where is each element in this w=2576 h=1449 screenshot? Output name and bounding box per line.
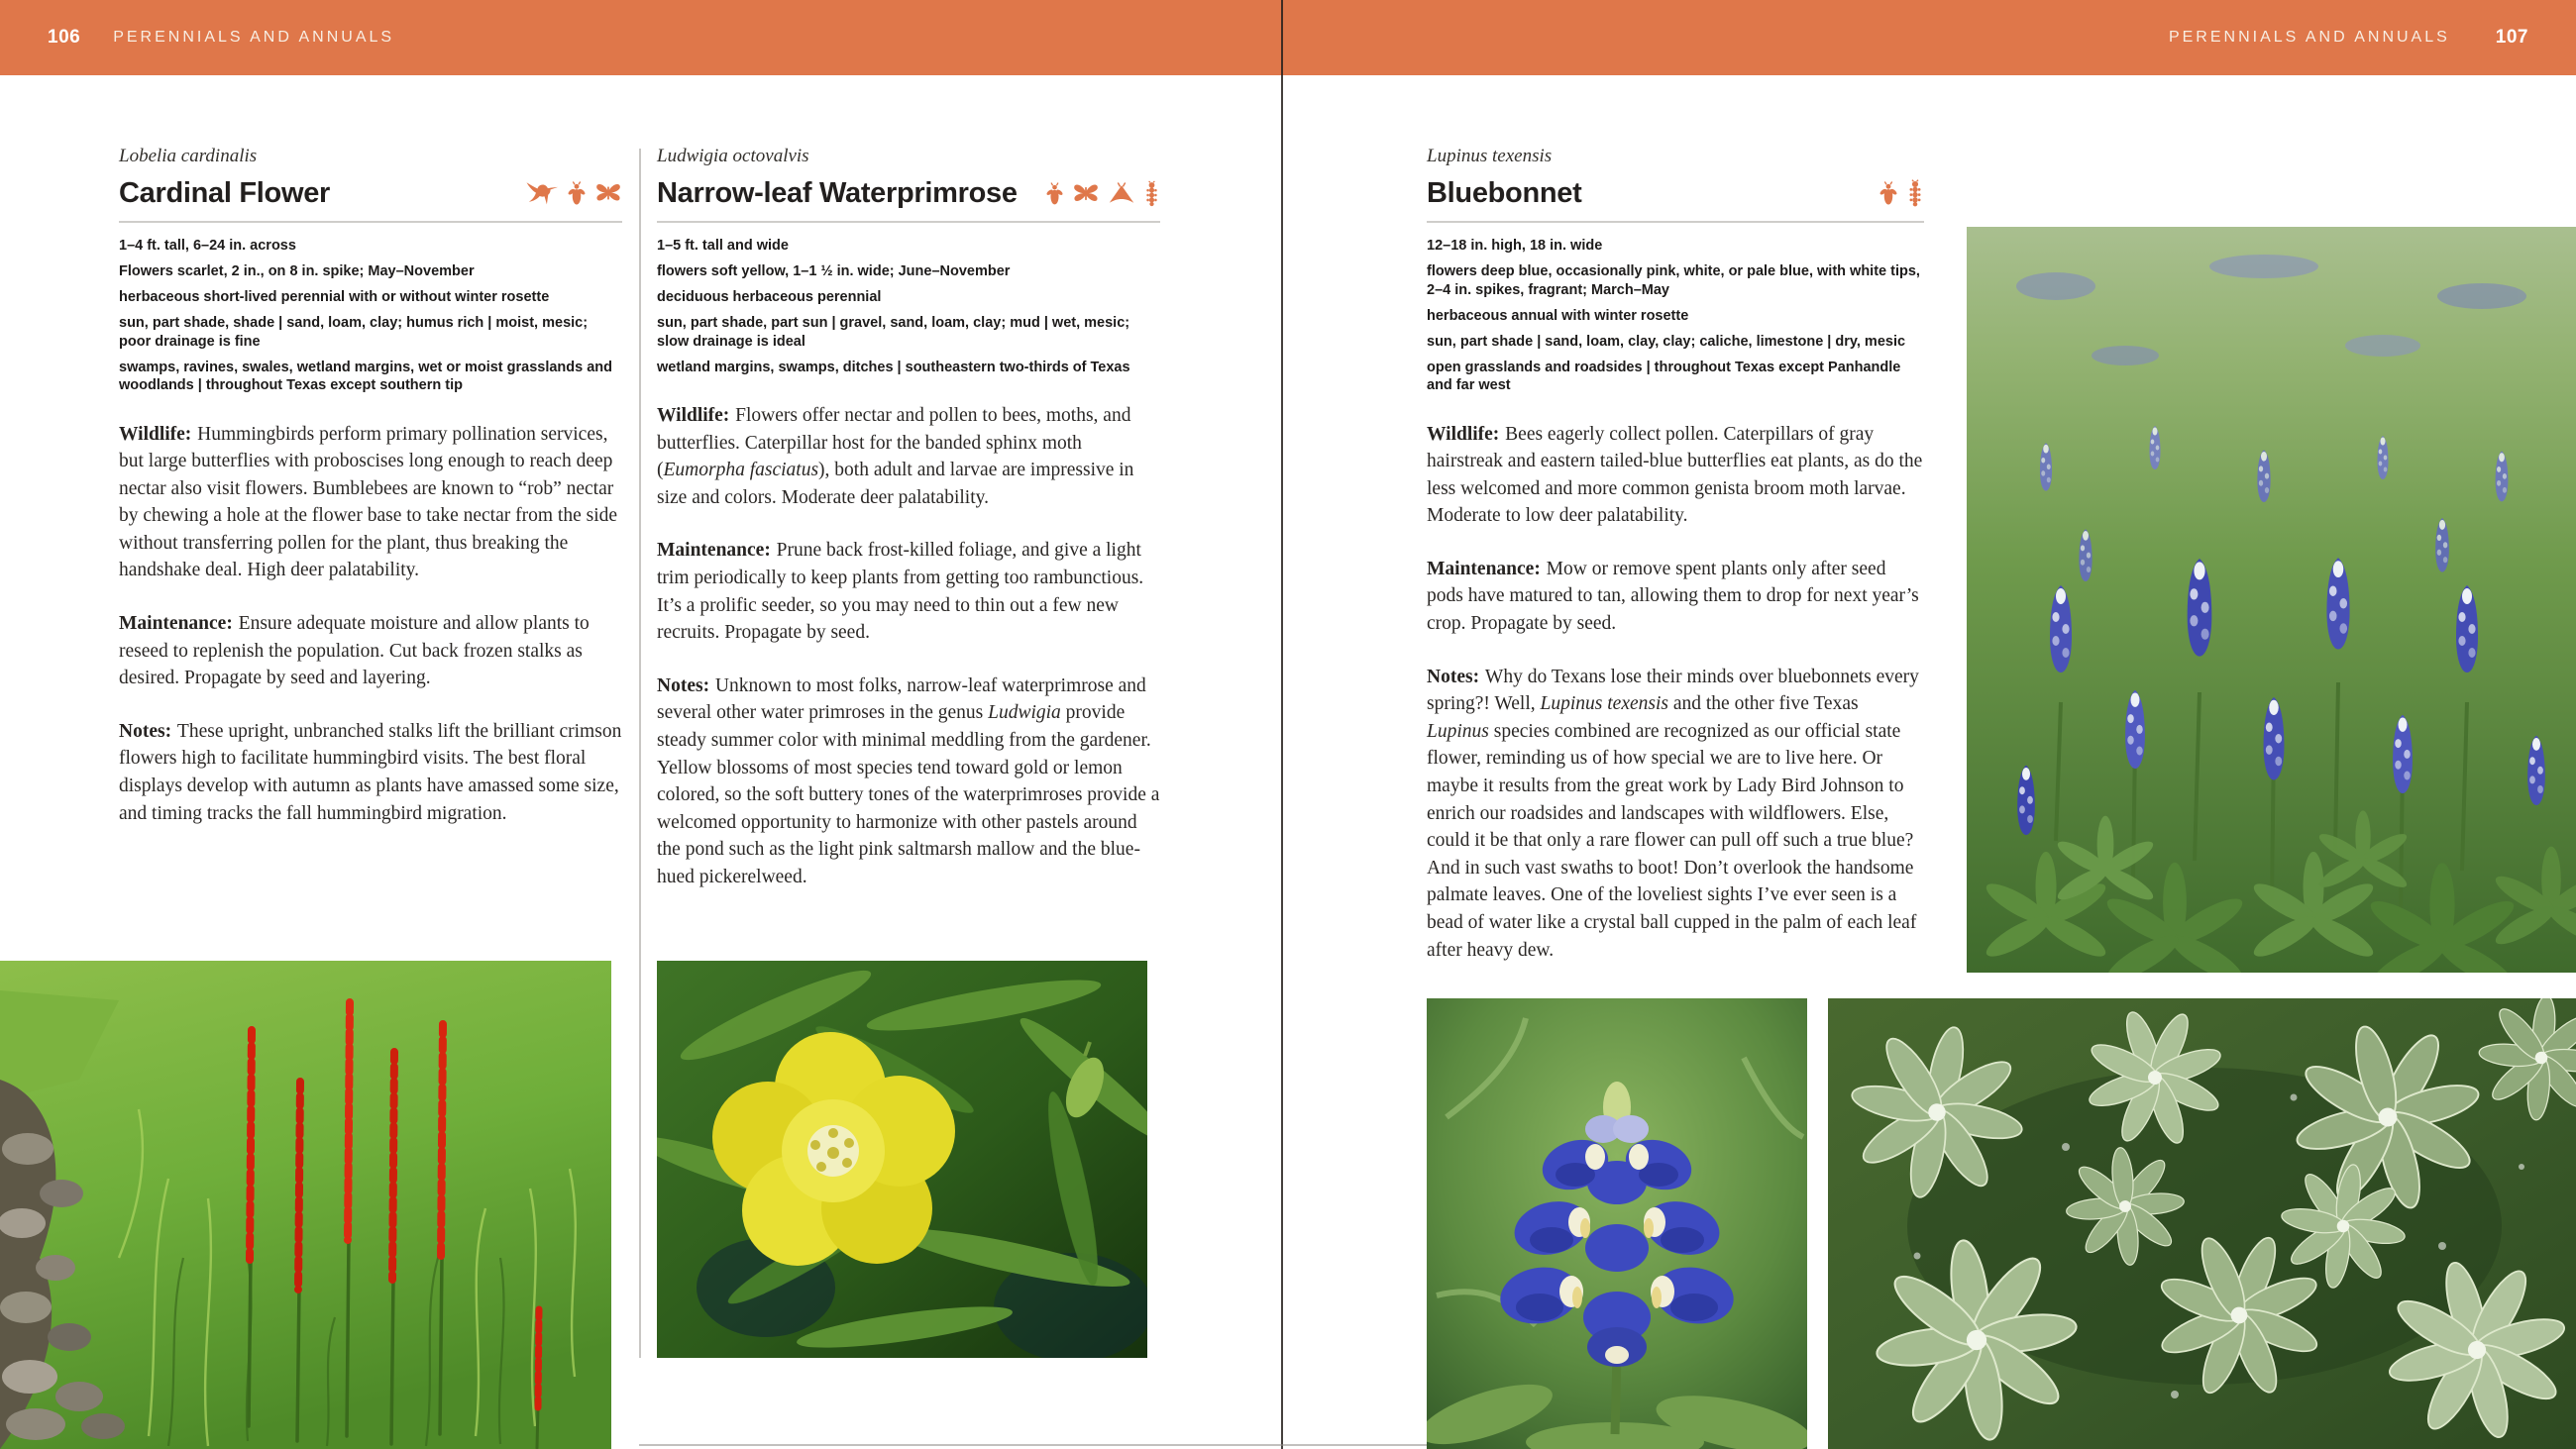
details-block [657,237,1160,376]
running-head-left: PERENNIALS AND ANNUALS [113,29,395,46]
caterpillar-icon [1906,179,1924,207]
wildlife-icon-row [1878,179,1924,209]
wildlife-text: Bees eagerly collect pollen. Caterpillars of gray hairstreak and eastern tailed-blue butterflies eat plants, as do the less welcomed and more common genista broom moth larvae. Moderate to low deer palatability. [1427,423,1923,527]
cardinal-flower-photo-art [0,961,611,1449]
maintenance-paragraph [657,537,1160,646]
maintenance-text: Prune back frost-killed foliage, and give a light trim periodically to keep plants from getting too rambunctious. It’s a prolific seeder, so you may need to thin out a few new recruits. Propagate by seed. [657,540,1144,644]
bee-icon [1045,180,1064,207]
species-name: Lupinus texensis [1427,146,1553,166]
cardinal-flower-habit-photo [0,961,611,1449]
wildlife-label: Wildlife: [119,423,192,445]
wildlife-icon-row [1045,180,1160,209]
wildlife-text: Flowers offer nectar and pollen to bees, moths, and butterflies. Caterpillar host for the banded sphinx moth (Eumorpha fasciatus), both adult and larvae are impressive in size and colors. Moderate deer palatability. [657,405,1134,508]
bee-icon [567,179,587,207]
notes-paragraph [119,718,622,827]
page-number-right: 107 [2495,27,2528,48]
maintenance-paragraph [1427,556,1924,638]
notes-text: These upright, unbranched stalks lift the brilliant crimson flowers high to facilitate hummingbird visits. The best floral displays develop with autumn as plants have amassed some size, and timing tracks the fall hummingbird migration. [119,720,622,824]
wildlife-paragraph [1427,421,1924,530]
notes-label: Notes: [119,720,172,742]
entry-cardinal-flower [119,145,622,827]
title-rule [657,221,1160,223]
maintenance-paragraph [119,610,622,692]
entry-waterprimrose [657,145,1160,891]
maintenance-text: Mow or remove spent plants only after seed pods have matured to tan, allowing them to drop for next year’s crop. Propagate by seed. [1427,558,1919,635]
notes-text: Why do Texans lose their minds over bluebonnets every spring?! Well, Lupinus texensis and the other five Texas Lupinus species combined are recognized as our official state flower, reminding us of how special we are to live here. Or maybe it results from the great work by Lady Bird Johnson to enrich our roadsides and landscapes with wildflowers. Else, could it be that only a rare flower can pull off such a true blue? And in such vast swaths to boot! Don’t overlook the handsome palmate leaves. One of the loveliest sights I’ve ever seen is a bead of water like a crystal ball cupped in the palm of each leaf after heavy dew. [1427,666,1919,961]
title-row [657,177,1160,209]
maintenance-label: Maintenance: [119,613,233,635]
entry-bluebonnet [1427,145,1924,964]
butterfly-icon [1072,180,1100,207]
bluebonnet-field-photo [1967,227,2576,973]
details-block [119,237,622,395]
bluebonnet-foliage-photo [1828,998,2576,1449]
common-name: Narrow-leaf Waterprimrose [657,177,1018,209]
species-name: Lobelia cardinalis [119,146,258,166]
bee-icon [1878,179,1898,207]
detail-size: 12–18 in. high, 18 in. wide [1427,238,1603,254]
bluebonnet-foliage-photo-art [1828,998,2576,1449]
title-rule [1427,221,1924,223]
detail-habit: deciduous herbaceous perennial [657,289,882,305]
species-name: Ludwigia octovalvis [657,146,809,166]
wildlife-icon-row [525,179,622,209]
detail-habitat: open grasslands and roadsides | throughout Texas except Panhandle and far west [1427,359,1901,393]
waterprimrose-photo-art [657,961,1147,1358]
running-header-right [2169,0,2528,75]
detail-site: sun, part shade, part sun | gravel, sand, loam, clay; mud | wet, mesic; slow drainage is ideal [657,315,1130,350]
column-divider-rule [639,149,641,1358]
notes-paragraph [657,673,1160,891]
detail-flowers: flowers deep blue, occasionally pink, white, or pale blue, with white tips, 2–4 in. spikes, fragrant; March–May [1427,263,1920,298]
common-name: Cardinal Flower [119,177,331,209]
wildlife-label: Wildlife: [657,405,730,426]
page-number-left: 106 [48,27,81,48]
detail-habitat: wetland margins, swamps, ditches | southeastern two-thirds of Texas [657,359,1130,375]
maintenance-label: Maintenance: [1427,558,1541,579]
waterprimrose-flower-photo [657,961,1147,1358]
maintenance-text: Ensure adequate moisture and allow plants to reseed to replenish the population. Cut back frozen stalks as desired. Propagate by seed and layering. [119,613,590,689]
detail-flowers: Flowers scarlet, 2 in., on 8 in. spike; May–November [119,263,475,279]
bluebonnet-flower-closeup-photo [1427,998,1807,1449]
bluebonnet-closeup-photo-art [1427,998,1807,1449]
wildlife-paragraph [119,421,622,585]
wildlife-label: Wildlife: [1427,423,1500,445]
title-row [1427,177,1924,209]
notes-label: Notes: [657,674,710,696]
caterpillar-icon [1143,180,1160,207]
detail-size: 1–5 ft. tall and wide [657,238,789,254]
running-header-left [48,0,394,75]
hummingbird-icon [525,179,559,207]
title-rule [119,221,622,223]
notes-text: Unknown to most folks, narrow-leaf waterprimrose and several other water primroses in the genus Ludwigia provide steady summer color with minimal meddling from the gardener. Yellow blossoms of most species tend toward gold or lemon colored, so the soft buttery tones of the waterprimroses provide a welcomed opportunity to harmonize with other pastels around the pond such as the light pink saltmarsh mallow and the blue-hued pickerelweed. [657,674,1160,887]
maintenance-label: Maintenance: [657,540,771,562]
butterfly-icon [594,179,622,207]
wildlife-text: Hummingbirds perform primary pollination services, but large butterflies with proboscises long enough to reach deep nectar also visit flowers. Bumblebees are known to “rob” nectar by chewing a hole at the flower base to take nectar from the side without transferring pollen for the plant, thus breaking the handshake deal. High deer palatability. [119,423,618,581]
running-head-right: PERENNIALS AND ANNUALS [2168,29,2450,46]
detail-site: sun, part shade, shade | sand, loam, clay; humus rich | moist, mesic; poor drainage is fine [119,315,589,350]
detail-habitat: swamps, ravines, swales, wetland margins, wet or moist grasslands and woodlands | throughout Texas except southern tip [119,359,613,393]
detail-habit: herbaceous annual with winter rosette [1427,307,1689,324]
detail-size: 1–4 ft. tall, 6–24 in. across [119,238,296,254]
bluebonnet-field-photo-art [1967,227,2576,973]
page-spine-line [1281,0,1283,1449]
details-block [1427,237,1924,395]
detail-site: sun, part shade | sand, loam, clay, clay; caliche, limestone | dry, mesic [1427,333,1906,350]
moth-icon [1108,180,1135,207]
detail-habit: herbaceous short-lived perennial with or without winter rosette [119,289,550,305]
page-bottom-edge [639,1444,1427,1446]
notes-label: Notes: [1427,666,1480,687]
title-row [119,177,622,209]
wildlife-paragraph [657,402,1160,511]
detail-flowers: flowers soft yellow, 1–1 ½ in. wide; June–November [657,263,1011,279]
notes-paragraph [1427,664,1924,965]
common-name: Bluebonnet [1427,177,1582,209]
